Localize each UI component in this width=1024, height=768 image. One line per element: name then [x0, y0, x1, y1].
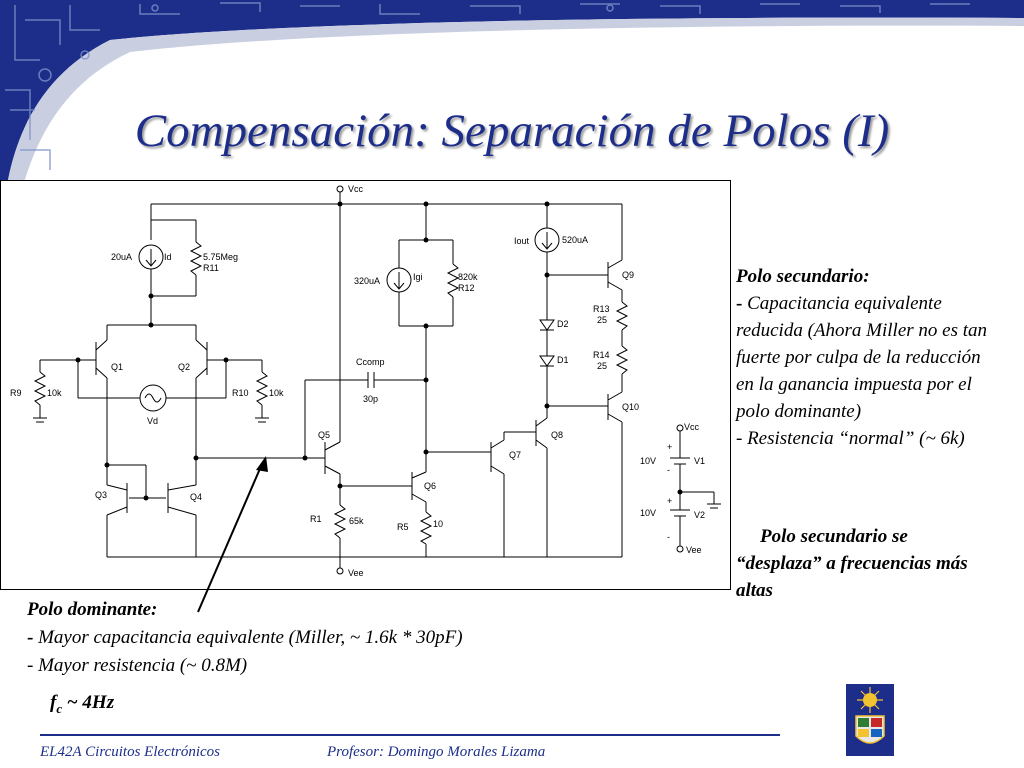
dominant-pole-notes	[27, 596, 727, 680]
diode-d2	[540, 320, 554, 330]
r10-name: R10	[232, 388, 249, 398]
q5-label: Q5	[318, 430, 331, 440]
r13-name: R13	[593, 304, 610, 314]
secondary-pole-item-1	[736, 290, 998, 425]
secondary-pole-item-2: - Resistencia “normal” (~ 6k)	[736, 428, 965, 449]
d1-label: D1	[557, 355, 569, 365]
resistor-r10	[257, 372, 267, 405]
vee-label: Vee	[348, 568, 364, 578]
id-name: Id	[164, 252, 172, 262]
v2-minus: -	[667, 532, 670, 542]
dominant-pole-item-2: - Mayor resistencia (~ 0.8M)	[27, 655, 248, 676]
dominant-pole-item-1	[27, 624, 727, 652]
d2-label: D2	[557, 319, 569, 329]
pointer-arrow	[180, 450, 280, 620]
shift-line-1: Polo secundario se	[760, 526, 908, 547]
igi-name: Igi	[413, 272, 423, 282]
r12-value: 820k	[458, 272, 478, 282]
resistor-r12	[448, 264, 458, 297]
vcc-label: Vcc	[348, 184, 364, 194]
r9-name: R9	[10, 388, 22, 398]
vcc-terminal	[337, 186, 343, 192]
q4-label: Q4	[190, 492, 203, 502]
resistor-r1	[335, 505, 345, 538]
secondary-pole-dash: -	[736, 293, 743, 314]
header-banner	[0, 0, 1024, 200]
q9-label: Q9	[622, 270, 635, 280]
v2-name: V2	[694, 510, 706, 520]
id-value: 20uA	[111, 252, 133, 262]
supply-vcc-label: Vcc	[684, 422, 700, 432]
v1-plus: +	[667, 442, 673, 452]
iout-name: Iout	[514, 236, 530, 246]
r10-value: 10k	[269, 388, 284, 398]
r13-value: 25	[597, 315, 608, 325]
resistor-r9	[35, 372, 45, 405]
ccomp-name: Ccomp	[356, 357, 385, 367]
r5-name: R5	[397, 522, 409, 532]
r1-name: R1	[310, 514, 322, 524]
q6-label: Q6	[424, 481, 437, 491]
resistor-r5	[421, 512, 431, 544]
q3-label: Q3	[95, 490, 108, 500]
igi-value: 320uA	[354, 276, 381, 286]
dominant-pole-header: Polo dominante:	[27, 599, 158, 620]
footer-course: EL42A Circuitos Electrónicos	[40, 744, 220, 760]
v1-value: 10V	[640, 456, 657, 466]
iout-value: 520uA	[562, 235, 589, 245]
fc-subscript: c	[56, 700, 63, 716]
q8-label: Q8	[551, 430, 564, 440]
secondary-pole-shift-note	[736, 523, 998, 604]
cutoff-frequency	[50, 692, 114, 717]
r14-name: R14	[593, 350, 610, 360]
r11-name: R11	[203, 263, 219, 273]
vd-label: Vd	[147, 416, 159, 426]
secondary-pole-text-1: Capacitancia equivalente reducida (Ahora Miller no es tan fuerte por culpa de la reducción en la ganancia impuesta por el polo dominante)	[736, 293, 988, 422]
ccomp-value: 30p	[363, 394, 379, 404]
r11-value: 5.75Meg	[203, 252, 239, 262]
v2-plus: +	[667, 496, 673, 506]
r14-value: 25	[597, 361, 608, 371]
fc-symbol: f	[50, 692, 57, 713]
r12-name: R12	[458, 283, 475, 293]
circuit-diagram	[0, 180, 731, 590]
q10-label: Q10	[622, 402, 640, 412]
v1-minus: -	[667, 465, 670, 475]
resistor-r13	[617, 302, 627, 330]
dominant-pole-dash: -	[27, 627, 34, 648]
q1-label: Q1	[111, 362, 124, 372]
secondary-pole-header: Polo secundario:	[736, 266, 870, 287]
v1-name: V1	[694, 456, 706, 466]
v2-value: 10V	[640, 508, 657, 518]
supply-vee-label: Vee	[686, 545, 702, 555]
footer-divider	[40, 734, 780, 736]
vee-terminal	[337, 568, 343, 574]
q2-label: Q2	[178, 362, 191, 372]
resistor-r14	[617, 346, 627, 374]
footer-professor: Profesor: Domingo Morales Lizama	[327, 744, 546, 760]
q7-label: Q7	[509, 450, 522, 460]
r1-value: 65k	[349, 516, 364, 526]
resistor-r11	[191, 242, 201, 275]
university-logo	[846, 684, 894, 756]
r9-value: 10k	[47, 388, 62, 398]
dominant-pole-text-1: Mayor capacitancia equivalente (Miller, ~ 1.6k * 30pF)	[33, 627, 463, 648]
r5-value: 10	[433, 519, 444, 529]
fc-value: ~ 4Hz	[62, 692, 115, 713]
secondary-pole-notes	[736, 263, 998, 452]
shift-line-2: “desplaza” a frecuencias más altas	[736, 553, 968, 601]
slide-title: Compensación: Separación de Polos (I)	[134, 105, 890, 157]
diode-d1	[540, 356, 554, 366]
